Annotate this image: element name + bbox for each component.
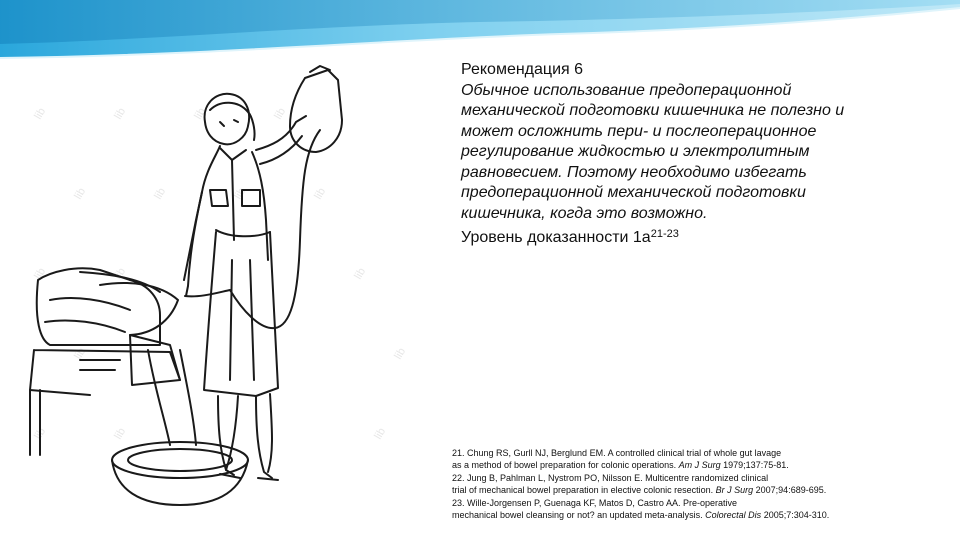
svg-text:lib: lib bbox=[272, 105, 289, 122]
recommendation-line: предоперационной механической подготовки bbox=[461, 184, 806, 201]
svg-text:lib: lib bbox=[112, 265, 129, 282]
recommendation-line: равновесием. Поэтому необходимо избегать bbox=[461, 163, 807, 181]
recommendation-line: может осложнить пери- и послеоперационное bbox=[461, 122, 817, 140]
recommendation-line: регулирование жидкостью и электролитным bbox=[461, 143, 810, 160]
svg-text:lib: lib bbox=[392, 345, 409, 362]
svg-text:lib: lib bbox=[312, 185, 329, 202]
reference-line: trial of mechanical bowel preparation in elective colonic resection. Br J Surg 2007;94:689-695. bbox=[452, 485, 827, 496]
svg-text:lib: lib bbox=[72, 185, 89, 202]
recommendation-line: механической подготовки кишечника не полезно и bbox=[461, 102, 845, 119]
svg-text:lib: lib bbox=[72, 345, 89, 362]
svg-text:lib: lib bbox=[192, 105, 209, 122]
recommendation-line: кишечника, когда это возможно. bbox=[461, 204, 708, 222]
svg-text:lib: lib bbox=[32, 105, 49, 122]
svg-text:lib: lib bbox=[152, 185, 169, 202]
recommendation-body bbox=[461, 81, 941, 225]
evidence-level bbox=[461, 224, 941, 249]
recommendation-line: Обычное использование предоперационной bbox=[461, 81, 792, 99]
recommendation-block bbox=[461, 60, 941, 249]
svg-text:lib: lib bbox=[352, 265, 369, 282]
svg-text:lib: lib bbox=[112, 425, 129, 442]
svg-text:lib: lib bbox=[112, 105, 129, 122]
references-list bbox=[452, 447, 912, 521]
reference-line: as a method of bowel preparation for colonic operations. Am J Surg 1979;137:75-81. bbox=[452, 460, 789, 471]
evidence-level-refs: 21-23 bbox=[650, 228, 679, 240]
reference-line: 23. Wille-Jorgensen P, Guenaga KF, Matos D, Castro AA. Pre-operative bbox=[452, 497, 737, 508]
svg-text:lib: lib bbox=[232, 185, 249, 202]
reference-line: 22. Jung B, Pahlman L, Nystrom PO, Nilsson E. Multicentre randomized clinical bbox=[452, 472, 769, 483]
reference-line: mechanical bowel cleansing or not? an updated meta-analysis. Colorectal Dis 2005;7:304-310. bbox=[452, 510, 830, 521]
svg-text:lib: lib bbox=[32, 425, 49, 442]
evidence-level-label: Уровень доказанности 1а bbox=[461, 229, 651, 246]
recommendation-title: Рекомендация 6 bbox=[461, 61, 584, 78]
svg-text:lib: lib bbox=[32, 265, 49, 282]
nurse-illustration bbox=[20, 60, 440, 530]
reference-line: 21. Chung RS, Gurll NJ, Berglund EM. A controlled clinical trial of whole gut lavage bbox=[452, 448, 782, 458]
svg-text:lib: lib bbox=[372, 425, 389, 442]
